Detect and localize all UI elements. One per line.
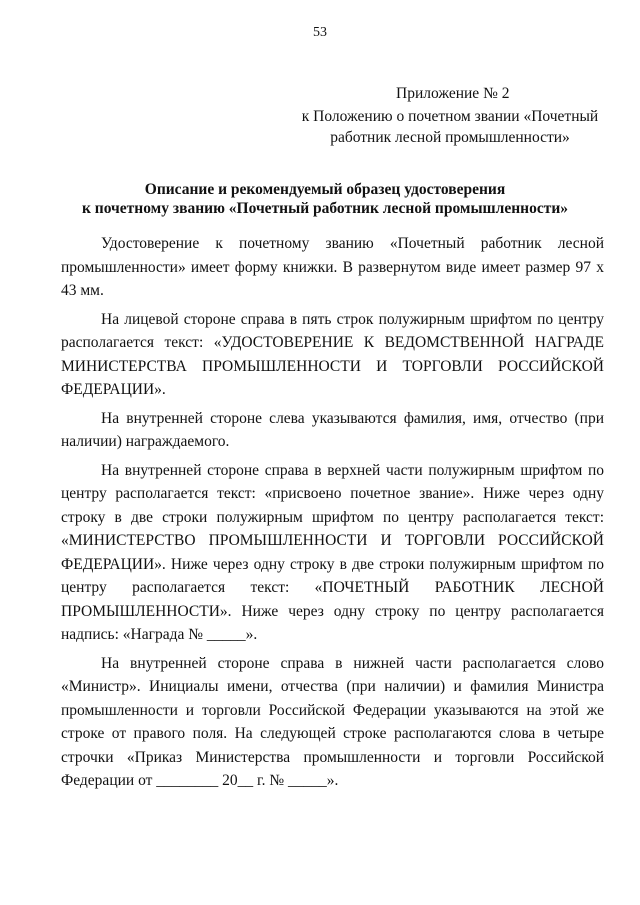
paragraph-inner-right-top: На внутренней стороне справа в верхней части полужирным шрифтом по центру располагается текст: «присвоено почетное звание». Ниже через одну строку в две строки полужирным шрифтом по центру располагается текст: «МИНИСТЕРСТВО ПРОМЫШЛЕННОСТИ И ТОРГОВЛИ РОССИЙСКОЙ ФЕДЕРАЦИИ». Ниже через одну строку в две строки полужирным шрифтом по центру располагается текст: «ПОЧЕТНЫЙ РАБОТНИК ЛЕСНОЙ ПРОМЫШЛЕННОСТИ». Ниже через одну строку по центру располагается надпись: «Награда № _____».: [61, 461, 604, 643]
paragraph-inner-left: На внутренней стороне слева указываются фамилия, имя, отчество (при наличии) награждаемого.: [61, 409, 604, 450]
appendix-title: Приложение № 2: [396, 85, 510, 102]
document-heading: [60, 180, 590, 218]
document-body: [61, 232, 604, 798]
heading-line-1: Описание и рекомендуемый образец удостоверения: [144, 181, 506, 198]
appendix-line-2: работник лесной промышленности»: [330, 129, 570, 146]
paragraph-front-side: На лицевой стороне справа в пять строк полужирным шрифтом по центру располагается текст: «УДОСТОВЕРЕНИЕ К ВЕДОМСТВЕННОЙ НАГРАДЕ МИНИСТЕРСТВА ПРОМЫШЛЕННОСТИ И ТОРГОВЛИ РОССИЙСКОЙ ФЕДЕРАЦИИ».: [61, 310, 604, 398]
appendix-block: [300, 83, 600, 148]
page-number: 53: [313, 25, 327, 40]
paragraph-size: Удостоверение к почетному званию «Почетный работник лесной промышленности» имеет форму книжки. В развернутом виде имеет размер 97 х 43 мм.: [61, 235, 604, 299]
paragraph-inner-right-bottom: На внутренней стороне справа в нижней части располагается слово «Министр». Инициалы имени, отчества (при наличии) и фамилия Министра промышленности и торговли Российской Федерации указываются на этой же строке от правого поля. На следующей строке располагаются слова в четыре строчки «Приказ Министерства промышленности и торговли Российской Федерации от ________ 20__ г. № _____».: [61, 654, 604, 789]
appendix-line-1: к Положению о почетном звании «Почетный: [301, 108, 599, 125]
heading-line-2: к почетному званию «Почетный работник лесной промышленности»: [81, 200, 569, 217]
